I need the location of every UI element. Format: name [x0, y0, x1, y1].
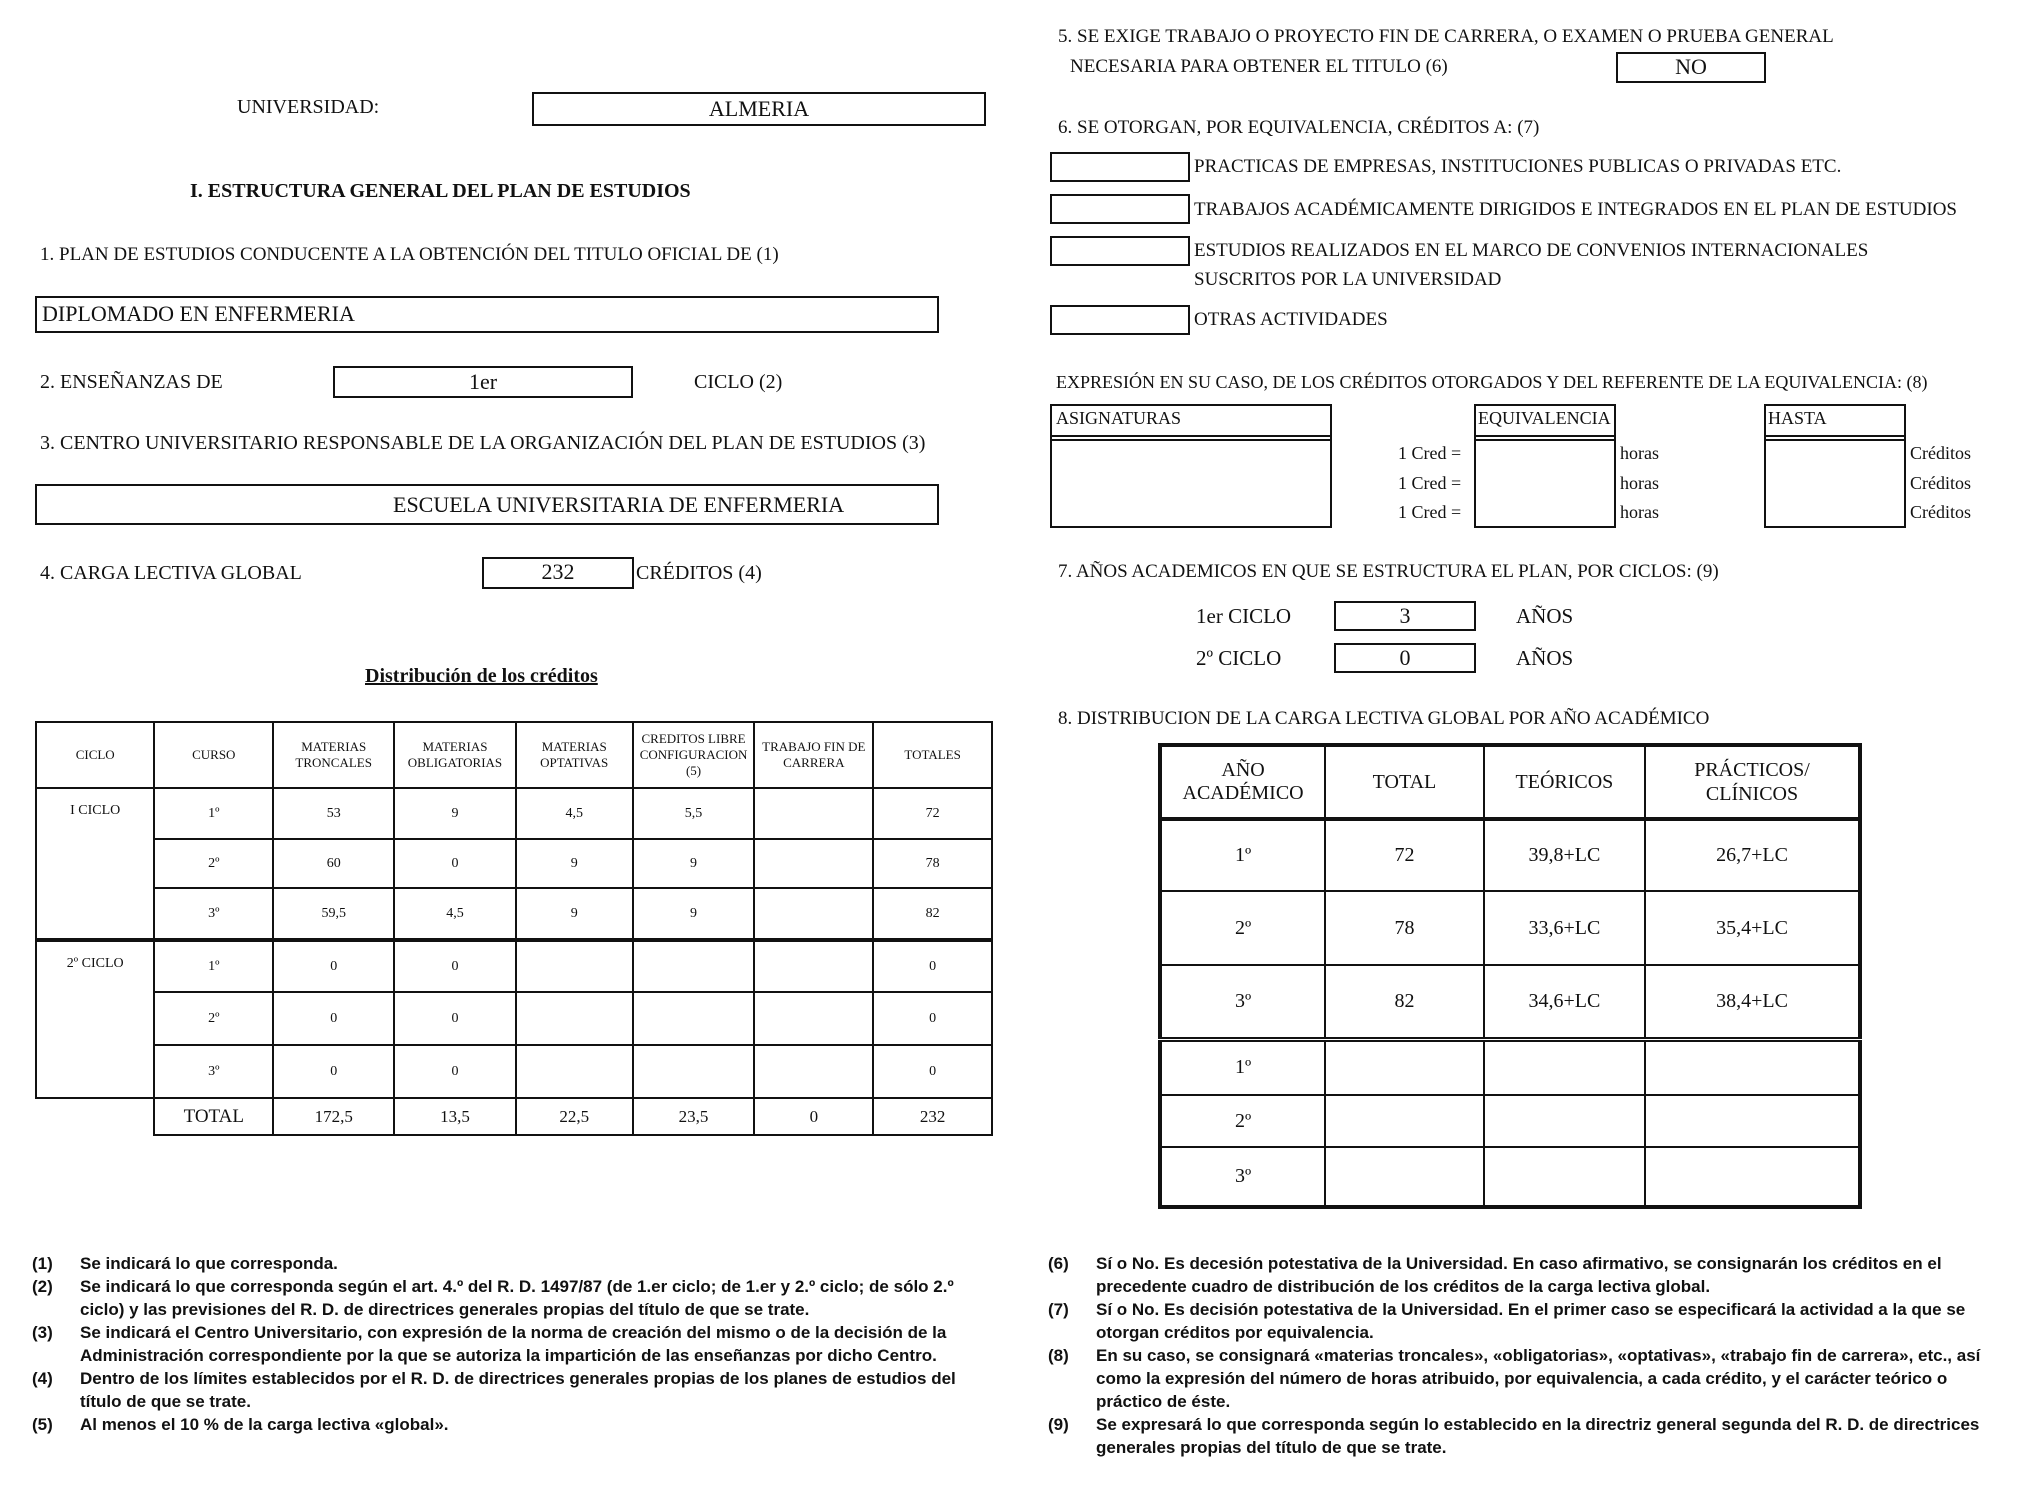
ciclo2-cell: 2º CICLO	[36, 940, 154, 1098]
table-cell: 0	[873, 1045, 992, 1098]
note-number: (7)	[1048, 1300, 1069, 1319]
note-item	[32, 1367, 984, 1413]
table-cell: 3º	[1160, 965, 1325, 1039]
table-cell: 3º	[1160, 1147, 1325, 1207]
proyecto-value: NO	[1675, 54, 1707, 79]
item8-label: 8. DISTRIBUCION DE LA CARGA LECTIVA GLOBAL POR AÑO ACADÉMICO	[1058, 708, 1710, 729]
table-cell: 2º	[154, 839, 273, 888]
note-item	[32, 1321, 984, 1367]
anos-2: AÑOS	[1516, 646, 1574, 670]
universidad-value: ALMERIA	[708, 96, 810, 121]
centro-value: ESCUELA UNIVERSITARIA DE ENFERMERIA	[393, 492, 845, 517]
horas-3: horas	[1620, 502, 1659, 522]
section-title: I. ESTRUCTURA GENERAL DEL PLAN DE ESTUDIOS	[190, 180, 691, 202]
universidad-label: UNIVERSIDAD:	[237, 96, 380, 118]
table-cell: 38,4+LC	[1645, 965, 1860, 1039]
dist-header: TRABAJO FIN DE CARRERA	[754, 722, 873, 788]
table-cell: 78	[1325, 891, 1484, 965]
table-cell: 4,5	[516, 788, 633, 839]
table-cell: 9	[516, 839, 633, 888]
eq-checkbox-2[interactable]	[1050, 194, 1190, 224]
ac-header: PRÁCTICOS/ CLÍNICOS	[1645, 745, 1860, 819]
total-cell: 22,5	[516, 1098, 633, 1135]
note-item	[1048, 1344, 2008, 1413]
table-cell: 3º	[154, 888, 273, 940]
creditos-1: Créditos	[1910, 443, 1971, 463]
table-cell: 35,4+LC	[1645, 891, 1860, 965]
ac-table	[1158, 743, 1862, 1209]
ensenanzas-value: 1er	[468, 369, 498, 394]
table-cell	[1645, 1095, 1860, 1147]
table-cell	[1325, 1095, 1484, 1147]
eq-checkbox-4[interactable]	[1050, 305, 1190, 335]
table-cell	[1325, 1039, 1484, 1095]
dist-header: CREDITOS LIBRE CONFIGURACION (5)	[633, 722, 755, 788]
dist-header: CURSO	[154, 722, 273, 788]
table-cell	[1645, 1039, 1860, 1095]
table-cell	[516, 1045, 633, 1098]
table-cell	[633, 940, 755, 992]
item1-label: 1. PLAN DE ESTUDIOS CONDUCENTE A LA OBTENCIÓN DEL TITULO OFICIAL DE (1)	[40, 244, 779, 265]
empty-cell	[36, 1098, 154, 1135]
item5-line2: NECESARIA PARA OBTENER EL TITULO (6)	[1070, 56, 1448, 77]
note-item	[32, 1252, 984, 1275]
dist-title: Distribución de los créditos	[365, 665, 598, 687]
cred-label-2: 1 Cred =	[1398, 473, 1462, 493]
table-cell: 2º	[1160, 1095, 1325, 1147]
total-cell: 172,5	[273, 1098, 394, 1135]
table-cell: 34,6+LC	[1484, 965, 1645, 1039]
hasta-label: HASTA	[1768, 408, 1827, 428]
creditos-3: Créditos	[1910, 502, 1971, 522]
table-cell	[754, 888, 873, 940]
table-cell: 78	[873, 839, 992, 888]
eq-checkbox-3[interactable]	[1050, 236, 1190, 266]
note-text: Sí o No. Es decesión potestativa de la Universidad. En caso afirmativo, se consignarán los créditos en el precedente cuadro de distribución de los créditos de la carga lectiva global.	[1096, 1254, 1942, 1296]
table-cell	[516, 992, 633, 1045]
horas-1: horas	[1620, 443, 1659, 463]
eq-checkbox-1[interactable]	[1050, 152, 1190, 182]
anos-1: AÑOS	[1516, 604, 1574, 628]
item7-label: 7. AÑOS ACADEMICOS EN QUE SE ESTRUCTURA EL PLAN, POR CICLOS: (9)	[1058, 561, 1719, 582]
table-cell: 0	[394, 992, 515, 1045]
table-cell: 82	[873, 888, 992, 940]
note-number: (3)	[32, 1323, 53, 1342]
dist-table	[35, 721, 993, 1136]
ciclo1-value: 3	[1399, 603, 1411, 628]
item3-label: 3. CENTRO UNIVERSITARIO RESPONSABLE DE LA ORGANIZACIÓN DEL PLAN DE ESTUDIOS (3)	[40, 432, 926, 454]
ciclo2-value: 0	[1399, 645, 1411, 670]
table-cell	[516, 940, 633, 992]
table-cell: 0	[273, 1045, 394, 1098]
dist-header: TOTALES	[873, 722, 992, 788]
table-cell: 1º	[154, 940, 273, 992]
table-cell: 0	[873, 992, 992, 1045]
item2-label: 2. ENSEÑANZAS DE	[40, 371, 223, 393]
table-cell: 5,5	[633, 788, 755, 839]
table-cell	[1484, 1147, 1645, 1207]
note-text: Sí o No. Es decisión potestativa de la Universidad. En el primer caso se especificará la actividad a la que se otorgan créditos por equivalencia.	[1096, 1300, 1966, 1342]
table-cell: 4,5	[394, 888, 515, 940]
table-cell: 9	[633, 839, 755, 888]
total-cell: 0	[754, 1098, 873, 1135]
table-cell	[1325, 1147, 1484, 1207]
table-cell: 0	[273, 940, 394, 992]
note-number: (9)	[1048, 1415, 1069, 1434]
eq-option-3: ESTUDIOS REALIZADOS EN EL MARCO DE CONVENIOS INTERNACIONALES	[1194, 240, 1869, 261]
note-item	[1048, 1413, 2008, 1459]
ciclo1-cell: I CICLO	[36, 788, 154, 940]
dist-header: MATERIAS OBLIGATORIAS	[394, 722, 515, 788]
carga-value: 232	[541, 559, 575, 584]
notes-left	[32, 1252, 984, 1436]
table-cell: 72	[1325, 819, 1484, 891]
table-cell: 60	[273, 839, 394, 888]
dist-header: CICLO	[36, 722, 154, 788]
asignaturas-label: ASIGNATURAS	[1056, 408, 1182, 428]
dist-header: MATERIAS TRONCALES	[273, 722, 394, 788]
expr-label: EXPRESIÓN EN SU CASO, DE LOS CRÉDITOS OTORGADOS Y DEL REFERENTE DE LA EQUIVALENCIA: (8)	[1056, 372, 1928, 392]
table-cell: 9	[516, 888, 633, 940]
item4-suffix: CRÉDITOS (4)	[636, 562, 762, 584]
item4-label: 4. CARGA LECTIVA GLOBAL	[40, 562, 302, 584]
horas-2: horas	[1620, 473, 1659, 493]
table-cell: 82	[1325, 965, 1484, 1039]
note-number: (8)	[1048, 1346, 1069, 1365]
table-cell: 0	[394, 1045, 515, 1098]
ciclo2-label: 2º CICLO	[1196, 646, 1282, 670]
item5-line1: 5. SE EXIGE TRABAJO O PROYECTO FIN DE CARRERA, O EXAMEN O PRUEBA GENERAL	[1058, 26, 1834, 47]
table-cell	[633, 992, 755, 1045]
item6-label: 6. SE OTORGAN, POR EQUIVALENCIA, CRÉDITOS A: (7)	[1058, 117, 1540, 138]
total-cell: 232	[873, 1098, 992, 1135]
table-cell	[1484, 1095, 1645, 1147]
table-cell: 0	[873, 940, 992, 992]
note-item	[1048, 1252, 2008, 1298]
note-number: (2)	[32, 1277, 53, 1296]
total-label: TOTAL	[154, 1098, 273, 1135]
note-text: En su caso, se consignará «materias troncales», «obligatorias», «optativas», «trabajo fin de carrera», etc., así como la expresión del número de horas atribuido, por equivalencia, a cada crédito, y el carácter teórico o práctico de éste.	[1096, 1346, 1981, 1411]
table-cell: 2º	[1160, 891, 1325, 965]
note-text: Se expresará lo que corresponda según lo establecido en la directriz general segunda del R. D. de directrices generales propias del título de que se trate.	[1096, 1415, 1980, 1457]
table-cell: 33,6+LC	[1484, 891, 1645, 965]
table-cell	[754, 839, 873, 888]
table-cell	[754, 1045, 873, 1098]
table-cell: 2º	[154, 992, 273, 1045]
table-cell	[1645, 1147, 1860, 1207]
eq-option-2: TRABAJOS ACADÉMICAMENTE DIRIGIDOS E INTEGRADOS EN EL PLAN DE ESTUDIOS	[1194, 199, 1957, 220]
eq-option-1: PRACTICAS DE EMPRESAS, INSTITUCIONES PUBLICAS O PRIVADAS ETC.	[1194, 156, 1842, 177]
table-cell	[754, 788, 873, 839]
eq-option-3-line2: SUSCRITOS POR LA UNIVERSIDAD	[1194, 269, 1502, 290]
table-cell: 3º	[154, 1045, 273, 1098]
table-cell: 9	[633, 888, 755, 940]
table-cell: 72	[873, 788, 992, 839]
ac-header: TOTAL	[1325, 745, 1484, 819]
table-cell: 1º	[154, 788, 273, 839]
note-text: Se indicará lo que corresponda según el art. 4.º del R. D. 1497/87 (de 1.er ciclo; de 1.er y 2.º ciclo; de sólo 2.º ciclo) y las previsiones del R. D. de directrices generales propias del título de que se trate.	[80, 1277, 954, 1319]
table-cell: 59,5	[273, 888, 394, 940]
note-text: Dentro de los límites establecidos por el R. D. de directrices generales propias de los planes de estudios del título de que se trate.	[80, 1369, 956, 1411]
ciclo1-label: 1er CICLO	[1196, 604, 1292, 628]
table-cell: 39,8+LC	[1484, 819, 1645, 891]
note-item	[1048, 1298, 2008, 1344]
note-text: Se indicará lo que corresponda.	[80, 1254, 338, 1273]
dist-header: MATERIAS OPTATIVAS	[516, 722, 633, 788]
cred-label-1: 1 Cred =	[1398, 443, 1462, 463]
creditos-2: Créditos	[1910, 473, 1971, 493]
note-item	[32, 1275, 984, 1321]
table-cell: 0	[394, 839, 515, 888]
note-number: (1)	[32, 1254, 53, 1273]
titulo-value: DIPLOMADO EN ENFERMERIA	[42, 301, 355, 326]
note-item	[32, 1413, 984, 1436]
table-cell	[754, 992, 873, 1045]
note-number: (4)	[32, 1369, 53, 1388]
table-cell: 1º	[1160, 819, 1325, 891]
total-cell: 13,5	[394, 1098, 515, 1135]
table-cell	[1484, 1039, 1645, 1095]
cred-label-3: 1 Cred =	[1398, 502, 1462, 522]
item2-suffix: CICLO (2)	[694, 371, 783, 393]
note-text: Al menos el 10 % de la carga lectiva «global».	[80, 1415, 449, 1434]
note-number: (6)	[1048, 1254, 1069, 1273]
note-text: Se indicará el Centro Universitario, con expresión de la norma de creación del mismo o de la decisión de la Administración correspondiente por la que se autoriza la impartición de las enseñanzas por dicho Centro.	[80, 1323, 947, 1365]
ac-header: AÑO ACADÉMICO	[1160, 745, 1325, 819]
eq-option-4: OTRAS ACTIVIDADES	[1194, 309, 1388, 330]
table-cell: 1º	[1160, 1039, 1325, 1095]
table-cell: 0	[273, 992, 394, 1045]
note-number: (5)	[32, 1415, 53, 1434]
table-cell: 9	[394, 788, 515, 839]
total-cell: 23,5	[633, 1098, 755, 1135]
ac-header: TEÓRICOS	[1484, 745, 1645, 819]
equivalencia-label: EQUIVALENCIA	[1478, 408, 1611, 428]
table-cell	[633, 1045, 755, 1098]
table-cell: 0	[394, 940, 515, 992]
notes-right	[1048, 1252, 2008, 1459]
table-cell	[754, 940, 873, 992]
table-cell: 26,7+LC	[1645, 819, 1860, 891]
table-cell: 53	[273, 788, 394, 839]
